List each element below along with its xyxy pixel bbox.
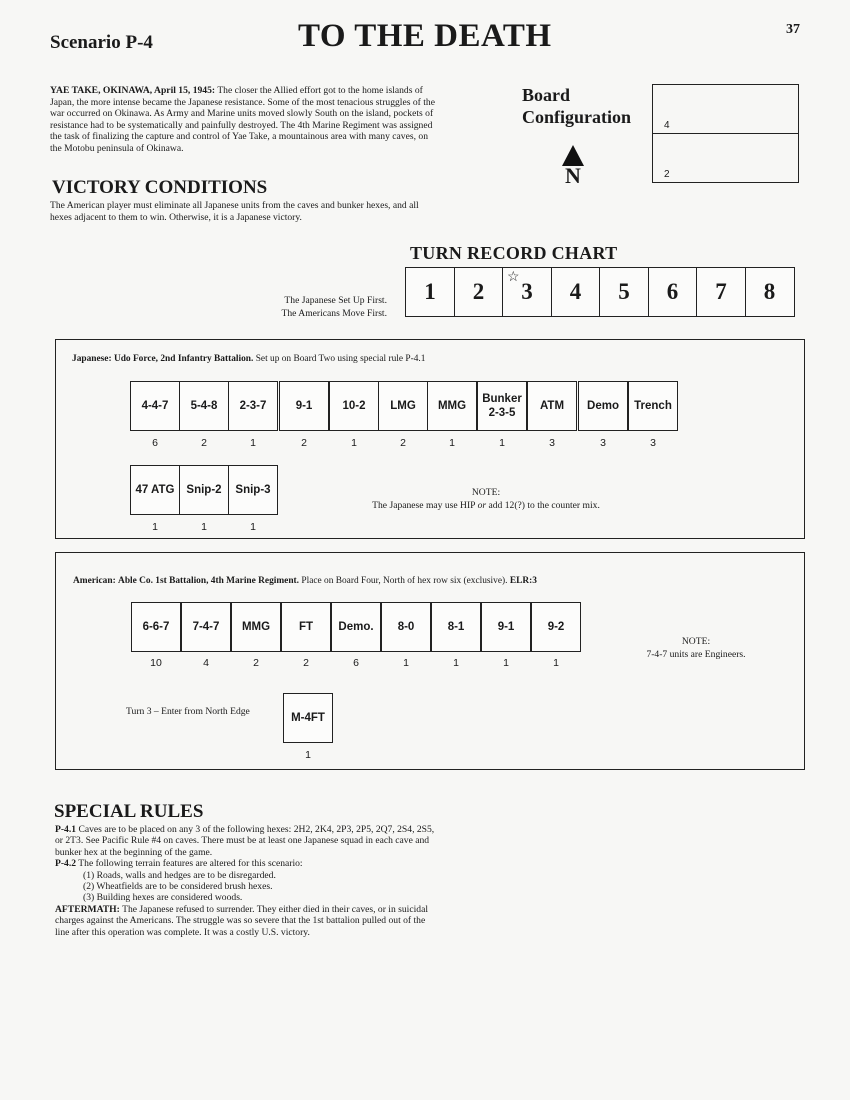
- counter: 4-4-7: [130, 381, 180, 431]
- counter: 47 ATG: [130, 465, 180, 515]
- setup-line1: The Japanese Set Up First.: [284, 295, 387, 306]
- aftermath-label: AFTERMATH:: [55, 903, 120, 915]
- rule-p4-1: [55, 824, 435, 858]
- counter-quantity: 1: [449, 437, 455, 449]
- intro-paragraph: [50, 85, 440, 155]
- counter-quantity: 1: [201, 521, 207, 533]
- turn-number: 6: [666, 279, 679, 304]
- setup-line2: The Americans Move First.: [281, 308, 387, 319]
- board-number-bottom: 2: [664, 169, 670, 180]
- counter: Demo.: [331, 602, 381, 652]
- victory-conditions-text: The American player must eliminate all Japanese units from the caves and bunker hexes, and all hexes adjacent to them to win. Otherwise, it is a Japanese victory.: [50, 200, 419, 223]
- japanese-note-or: or: [477, 500, 487, 511]
- turn-number: 4: [569, 279, 582, 304]
- rule-p4-2-text: The following terrain features are altered for this scenario:: [78, 858, 303, 870]
- japanese-oob-heading: [72, 354, 792, 364]
- counter-quantity: 2: [253, 657, 259, 669]
- counter: 7-4-7: [181, 602, 231, 652]
- american-side-label: American:: [73, 576, 116, 586]
- counter: Snip-2: [179, 465, 229, 515]
- aftermath: [55, 904, 435, 938]
- counter: 9-1: [279, 381, 329, 431]
- counter: Snip-3: [228, 465, 278, 515]
- board-number-top: 4: [664, 119, 670, 131]
- counter-quantity: 1: [250, 437, 256, 449]
- rule-p4-2-label: P-4.2: [55, 858, 77, 870]
- counter-quantity: 2: [201, 437, 207, 449]
- counter: 6-6-7: [131, 602, 181, 652]
- counter-quantity: 2: [400, 437, 406, 449]
- rule-p4-1-text: Caves are to be placed on any 3 of the following hexes: 2H2, 2K4, 2P3, 2P5, 2Q7, 2S4, 2S5, or 2T3. See Pacific Rule #4 on caves. There must be at least one Japanese squad in each cave and bunker hex at the beginning of the game.: [55, 824, 435, 858]
- counter-quantity: 3: [549, 437, 555, 449]
- page-number: 37: [786, 22, 800, 37]
- american-note-title: NOTE:: [681, 636, 711, 647]
- turn-cell: [696, 267, 746, 317]
- counter: 10-2: [329, 381, 379, 431]
- counter-quantity: 2: [303, 657, 309, 669]
- board-heading-line2: Configuration: [522, 107, 632, 127]
- board-configuration-heading: [522, 84, 652, 128]
- counter: 8-0: [381, 602, 431, 652]
- turn-cell: [648, 267, 698, 317]
- special-rules-text: [55, 824, 435, 938]
- board-configuration-diagram: [652, 84, 799, 183]
- counter: Demo: [578, 381, 628, 431]
- turn-cell: [454, 267, 504, 317]
- intro-location-date: YAE TAKE, OKINAWA, April 15, 1945:: [50, 85, 216, 96]
- counter: MMG: [231, 602, 281, 652]
- counter-bunker: Bunker 2-3-5: [477, 381, 527, 431]
- japanese-order-of-battle: [55, 339, 805, 539]
- japanese-note-part1: The Japanese may use HIP: [372, 500, 478, 511]
- counter-reinforcement: M-4FT: [283, 693, 333, 743]
- counter-quantity: 3: [600, 437, 606, 449]
- counter-quantity: 1: [351, 437, 357, 449]
- intro-text: The closer the Allied effort got to the home islands of Japan, the more intense became the Japanese resistance. Some of the most tenacious struggles of the war occurred on Okinawa. As Army and Marine units moved slowly South on the island, pockets of resistance had to be systematically and painfully destroyed. The 4th Marine Regiment was assigned the task of finalizing the capture and control of Yae Take, a mountainous area with many caves, on the Motobu peninsula of Okinawa.: [50, 85, 435, 154]
- counter-quantity: 4: [203, 657, 209, 669]
- turn-cell: [405, 267, 455, 317]
- turn-cell: [551, 267, 601, 317]
- counter: 8-1: [431, 602, 481, 652]
- counter-quantity: 6: [152, 437, 158, 449]
- japanese-note-part2: add 12(?) to the counter mix.: [486, 500, 600, 511]
- turn-record-heading: TURN RECORD CHART: [410, 243, 618, 263]
- turn-number: 2: [472, 279, 485, 304]
- counter-quantity: 1: [503, 657, 509, 669]
- counter: 2-3-7: [228, 381, 278, 431]
- turn-record-chart: [405, 267, 795, 317]
- turn-cell: [599, 267, 649, 317]
- counter-quantity: 1: [553, 657, 559, 669]
- american-note-text: 7-4-7 units are Engineers.: [646, 649, 746, 660]
- turn-cell-reinforcement: [502, 267, 552, 317]
- turn-number: 1: [424, 279, 436, 304]
- victory-conditions-heading: VICTORY CONDITIONS: [52, 177, 268, 198]
- counter-quantity: 10: [150, 657, 162, 669]
- north-label: N: [565, 163, 581, 188]
- counter-quantity: 1: [499, 437, 505, 449]
- counter-quantity: 1: [403, 657, 409, 669]
- rule-p4-2-item: (1) Roads, walls and hedges are to be disregarded.: [83, 869, 276, 881]
- american-note: [621, 635, 771, 661]
- star-icon: ☆: [507, 270, 520, 285]
- japanese-note-text: [346, 499, 626, 512]
- counter-quantity: 1: [453, 657, 459, 669]
- counter: 9-2: [531, 602, 581, 652]
- counter: 9-1: [481, 602, 531, 652]
- japanese-note-title: NOTE:: [471, 487, 501, 498]
- turn-number: 5: [618, 279, 630, 304]
- counter: ATM: [527, 381, 577, 431]
- reinforcement-text: Turn 3 – Enter from North Edge: [126, 706, 250, 717]
- board-bottom: [653, 134, 798, 183]
- japanese-setup-text: Set up on Board Two using special rule P-4.1: [255, 354, 426, 364]
- scenario-id: Scenario P-4: [50, 32, 153, 53]
- american-elr: ELR:3: [509, 576, 537, 586]
- counter-quantity: 1: [305, 749, 311, 761]
- board-heading-line1: Board: [522, 85, 571, 105]
- counter-quantity: 6: [353, 657, 359, 669]
- counter: LMG: [378, 381, 428, 431]
- rule-p4-2-item: (3) Building hexes are considered woods.: [83, 892, 243, 904]
- japanese-force-name: Udo Force, 2nd Infantry Battalion.: [113, 354, 254, 364]
- japanese-note: [346, 486, 626, 512]
- page-title: TO THE DEATH: [298, 18, 552, 54]
- counter-quantity: 1: [152, 521, 158, 533]
- rule-p4-2: [55, 858, 435, 869]
- american-oob-heading: [73, 576, 793, 586]
- american-order-of-battle: [55, 552, 805, 770]
- special-rules-heading: SPECIAL RULES: [54, 801, 204, 822]
- japanese-side-label: Japanese:: [72, 354, 112, 364]
- counter-quantity: 3: [650, 437, 656, 449]
- aftermath-text: The Japanese refused to surrender. They either died in their caves, or in suicidal charges against the Americans. The struggle was so severe that the 1st battalion pulled out of the line after this operation was complete. It was a costly U.S. victory.: [55, 903, 428, 938]
- turn-cell: [745, 267, 795, 317]
- turn-number: 3: [521, 279, 533, 304]
- counter: Trench: [628, 381, 678, 431]
- counter-quantity: 1: [250, 521, 256, 533]
- counter: 5-4-8: [179, 381, 229, 431]
- counter-quantity: 2: [301, 437, 307, 449]
- american-force-name: Able Co. 1st Battalion, 4th Marine Regiment.: [118, 576, 300, 586]
- counter: MMG: [427, 381, 477, 431]
- rule-p4-1-label: P-4.1: [55, 824, 77, 835]
- board-top: [653, 85, 798, 134]
- rule-p4-2-item: (2) Wheatfields are to be considered brush hexes.: [83, 881, 273, 893]
- american-setup-text: Place on Board Four, North of hex row six (exclusive).: [301, 576, 508, 586]
- turn-number: 7: [715, 279, 727, 304]
- setup-order-note: [262, 294, 387, 320]
- turn-number: 8: [763, 279, 776, 304]
- counter: FT: [281, 602, 331, 652]
